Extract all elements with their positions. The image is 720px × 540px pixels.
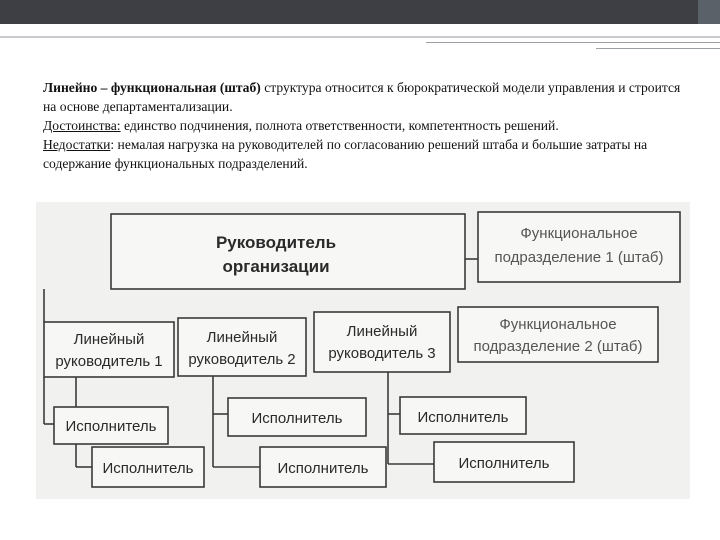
cons-paragraph (43, 135, 693, 173)
executor-1b-label: Исполнитель (102, 460, 194, 477)
staff-unit-1-line2: подразделение 1 (штаб) (494, 249, 664, 266)
top-banner (0, 0, 720, 24)
executor-3b-label: Исполнитель (458, 455, 550, 472)
head-label-line2: организации (222, 257, 330, 276)
org-structure-diagram (36, 202, 690, 499)
line-head-3-line1: Линейный (346, 323, 418, 340)
line-head-1-line2: руководитель 1 (55, 353, 163, 370)
executor-3a-label: Исполнитель (417, 409, 509, 426)
divider-line (0, 36, 720, 38)
cons-text: : немалая нагрузка на руководителей по согласованию решений штаба и большие затраты на содержание функциональных подразделений. (43, 137, 648, 171)
divider-line (426, 42, 720, 43)
pros-paragraph (43, 116, 693, 135)
divider-line (596, 48, 720, 49)
org-chart-svg (36, 202, 690, 499)
executor-2a-label: Исполнитель (251, 410, 343, 427)
cons-label: Недостатки (43, 137, 111, 152)
line-head-2-line2: руководитель 2 (188, 351, 296, 368)
staff-unit-1-line1: Функциональное (520, 225, 638, 242)
line-head-2-line1: Линейный (206, 329, 278, 346)
staff-unit-2-line2: подразделение 2 (штаб) (473, 338, 643, 355)
term: Линейно – функциональная (штаб) (43, 80, 261, 95)
definition-text: структура относится к бюрократической модели управления и строится на основе департаментализации. (43, 80, 681, 114)
pros-text: единство подчинения, полнота ответственности, компетентность решений. (120, 118, 559, 133)
staff-unit-1-box (478, 212, 680, 282)
definition-paragraph (43, 78, 693, 116)
staff-unit-2-line1: Функциональное (499, 316, 617, 333)
banner-accent (698, 0, 720, 24)
pros-label: Достоинства: (43, 118, 121, 133)
slide-body (43, 78, 693, 173)
line-head-1-line1: Линейный (73, 331, 145, 348)
line-head-3-box (314, 312, 450, 372)
head-label-line1: Руководитель (215, 233, 337, 252)
line-head-3-line2: руководитель 3 (328, 345, 436, 362)
executor-2b-label: Исполнитель (277, 460, 369, 477)
executor-1a-label: Исполнитель (65, 418, 157, 435)
